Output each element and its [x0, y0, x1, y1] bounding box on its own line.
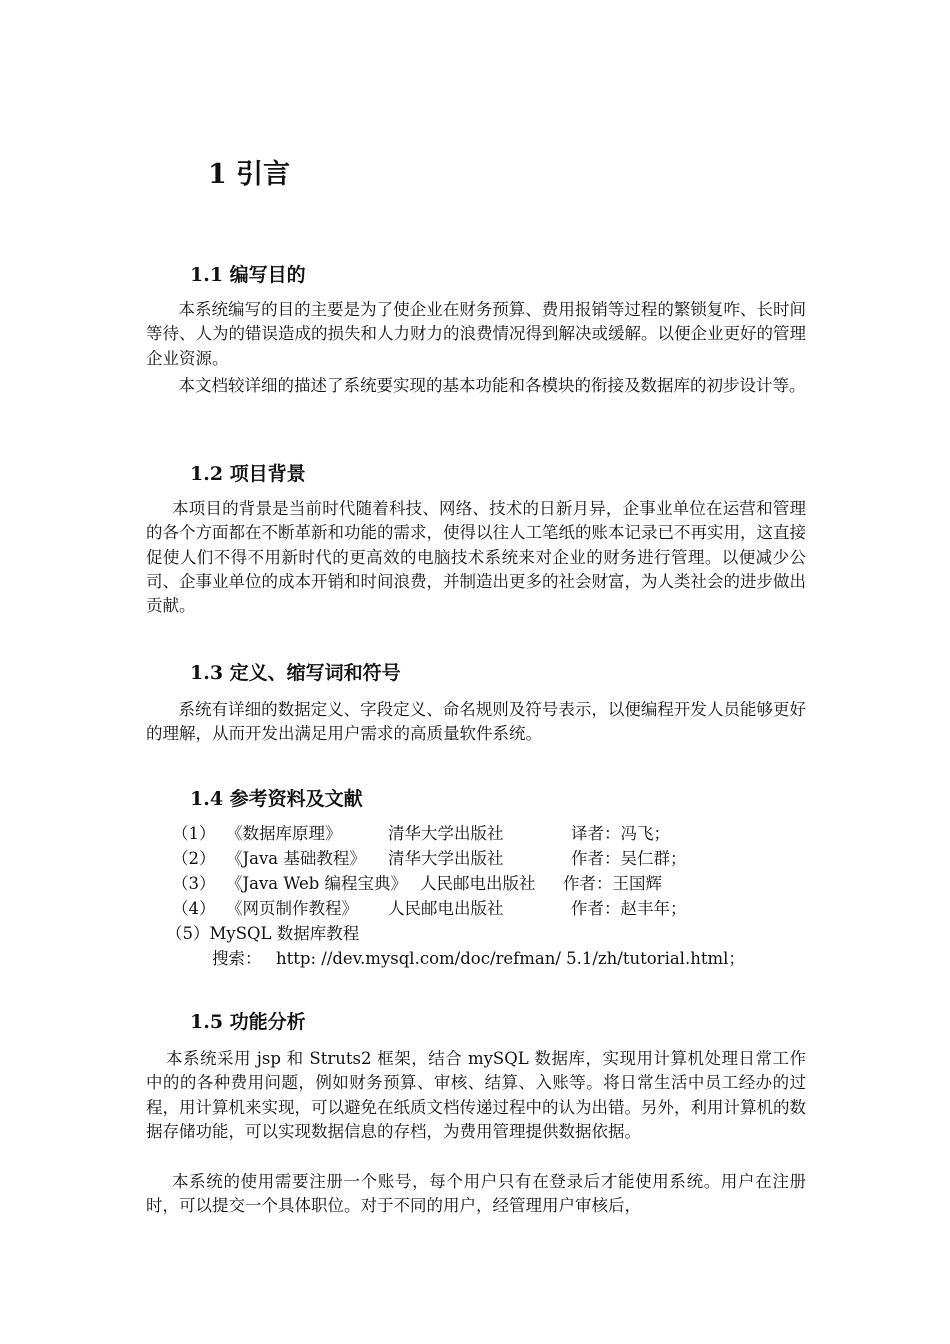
reference-author: 译者：冯飞；	[571, 824, 670, 843]
section-heading-1-5: 1.5 功能分析	[190, 1011, 306, 1033]
chapter-title: 1 引言	[208, 159, 291, 190]
reference-publisher: 人民邮电出版社	[388, 899, 504, 918]
paragraph-1-2: 本项目的背景是当前时代随着科技、网络、技术的日新月异，企事业单位在运营和管理的各个方面都在不断革新和功能的需求，使得以往人工笔纸的账本记录已不再实用，这直接促使人们不得不用新时代的更高效的电脑技术系统来对企业的财务进行管理。以便减少公司、企事业单位的成本开销和时间浪费，并制造出更多的社会财富，为人类社会的进步做出贡献。	[146, 499, 806, 616]
reference-publisher: 清华大学出版社	[388, 824, 504, 843]
reference-author: 作者：王国辉	[563, 874, 662, 893]
reference-author: 作者：赵丰年；	[571, 899, 687, 918]
reference-title: 《Java 基础教程》	[226, 849, 366, 868]
reference-url-link[interactable]: http: //dev.mysql.com/doc/refman/ 5.1/zh/tutorial.html；	[276, 949, 745, 968]
section-heading-1-2: 1.2 项目背景	[190, 463, 306, 485]
section-heading-1-3: 1.3 定义、缩写词和符号	[190, 662, 401, 684]
reference-title: 《数据库原理》	[226, 824, 342, 843]
reference-publisher: 人民邮电出版社	[420, 874, 536, 893]
paragraph-1-1-b: 本文档较详细的描述了系统要实现的基本功能和各模块的衔接及数据库的初步设计等。	[162, 376, 806, 395]
reference-search-label: 搜索：	[212, 949, 262, 968]
reference-title: 《网页制作教程》	[226, 899, 358, 918]
reference-author: 作者：吴仁群；	[571, 849, 687, 868]
paragraph-1-3: 系统有详细的数据定义、字段定义、命名规则及符号表示，以便编程开发人员能够更好的理解，从而开发出满足用户需求的高质量软件系统。	[146, 700, 806, 744]
reference-title: 《Java Web 编程宝典》	[226, 874, 408, 893]
reference-number: （4）	[172, 899, 216, 918]
reference-title: （5）MySQL 数据库教程	[166, 924, 360, 943]
paragraph-1-1-a: 本系统编写的目的主要是为了使企业在财务预算、费用报销等过程的繁锁复咋、长时间等待、人为的错误造成的损失和人力财力的浪费情况得到解决或缓解。以便企业更好的管理企业资源。	[146, 300, 806, 368]
reference-number: （2）	[172, 849, 216, 868]
section-heading-1-1: 1.1 编写目的	[190, 264, 306, 286]
reference-number: （3）	[172, 874, 216, 893]
paragraph-1-5-a: 本系统采用 jsp 和 Struts2 框架，结合 mySQL 数据库，实现用计算机处理日常工作中的的各种费用问题，例如财务预算、审核、结算、入账等。将日常生活中员工经办的过程，用计算机来实现，可以避免在纸质文档传递过程中的认为出错。另外，利用计算机的数据存储功能，可以实现数据信息的存档，为费用管理提供数据依据。	[146, 1049, 806, 1141]
reference-publisher: 清华大学出版社	[388, 849, 504, 868]
reference-number: （1）	[172, 824, 216, 843]
paragraph-1-5-b: 本系统的使用需要注册一个账号，每个用户只有在登录后才能使用系统。用户在注册时，可以提交一个具体职位。对于不同的用户，经管理用户审核后，	[146, 1172, 806, 1216]
section-heading-1-4: 1.4 参考资料及文献	[190, 788, 363, 810]
